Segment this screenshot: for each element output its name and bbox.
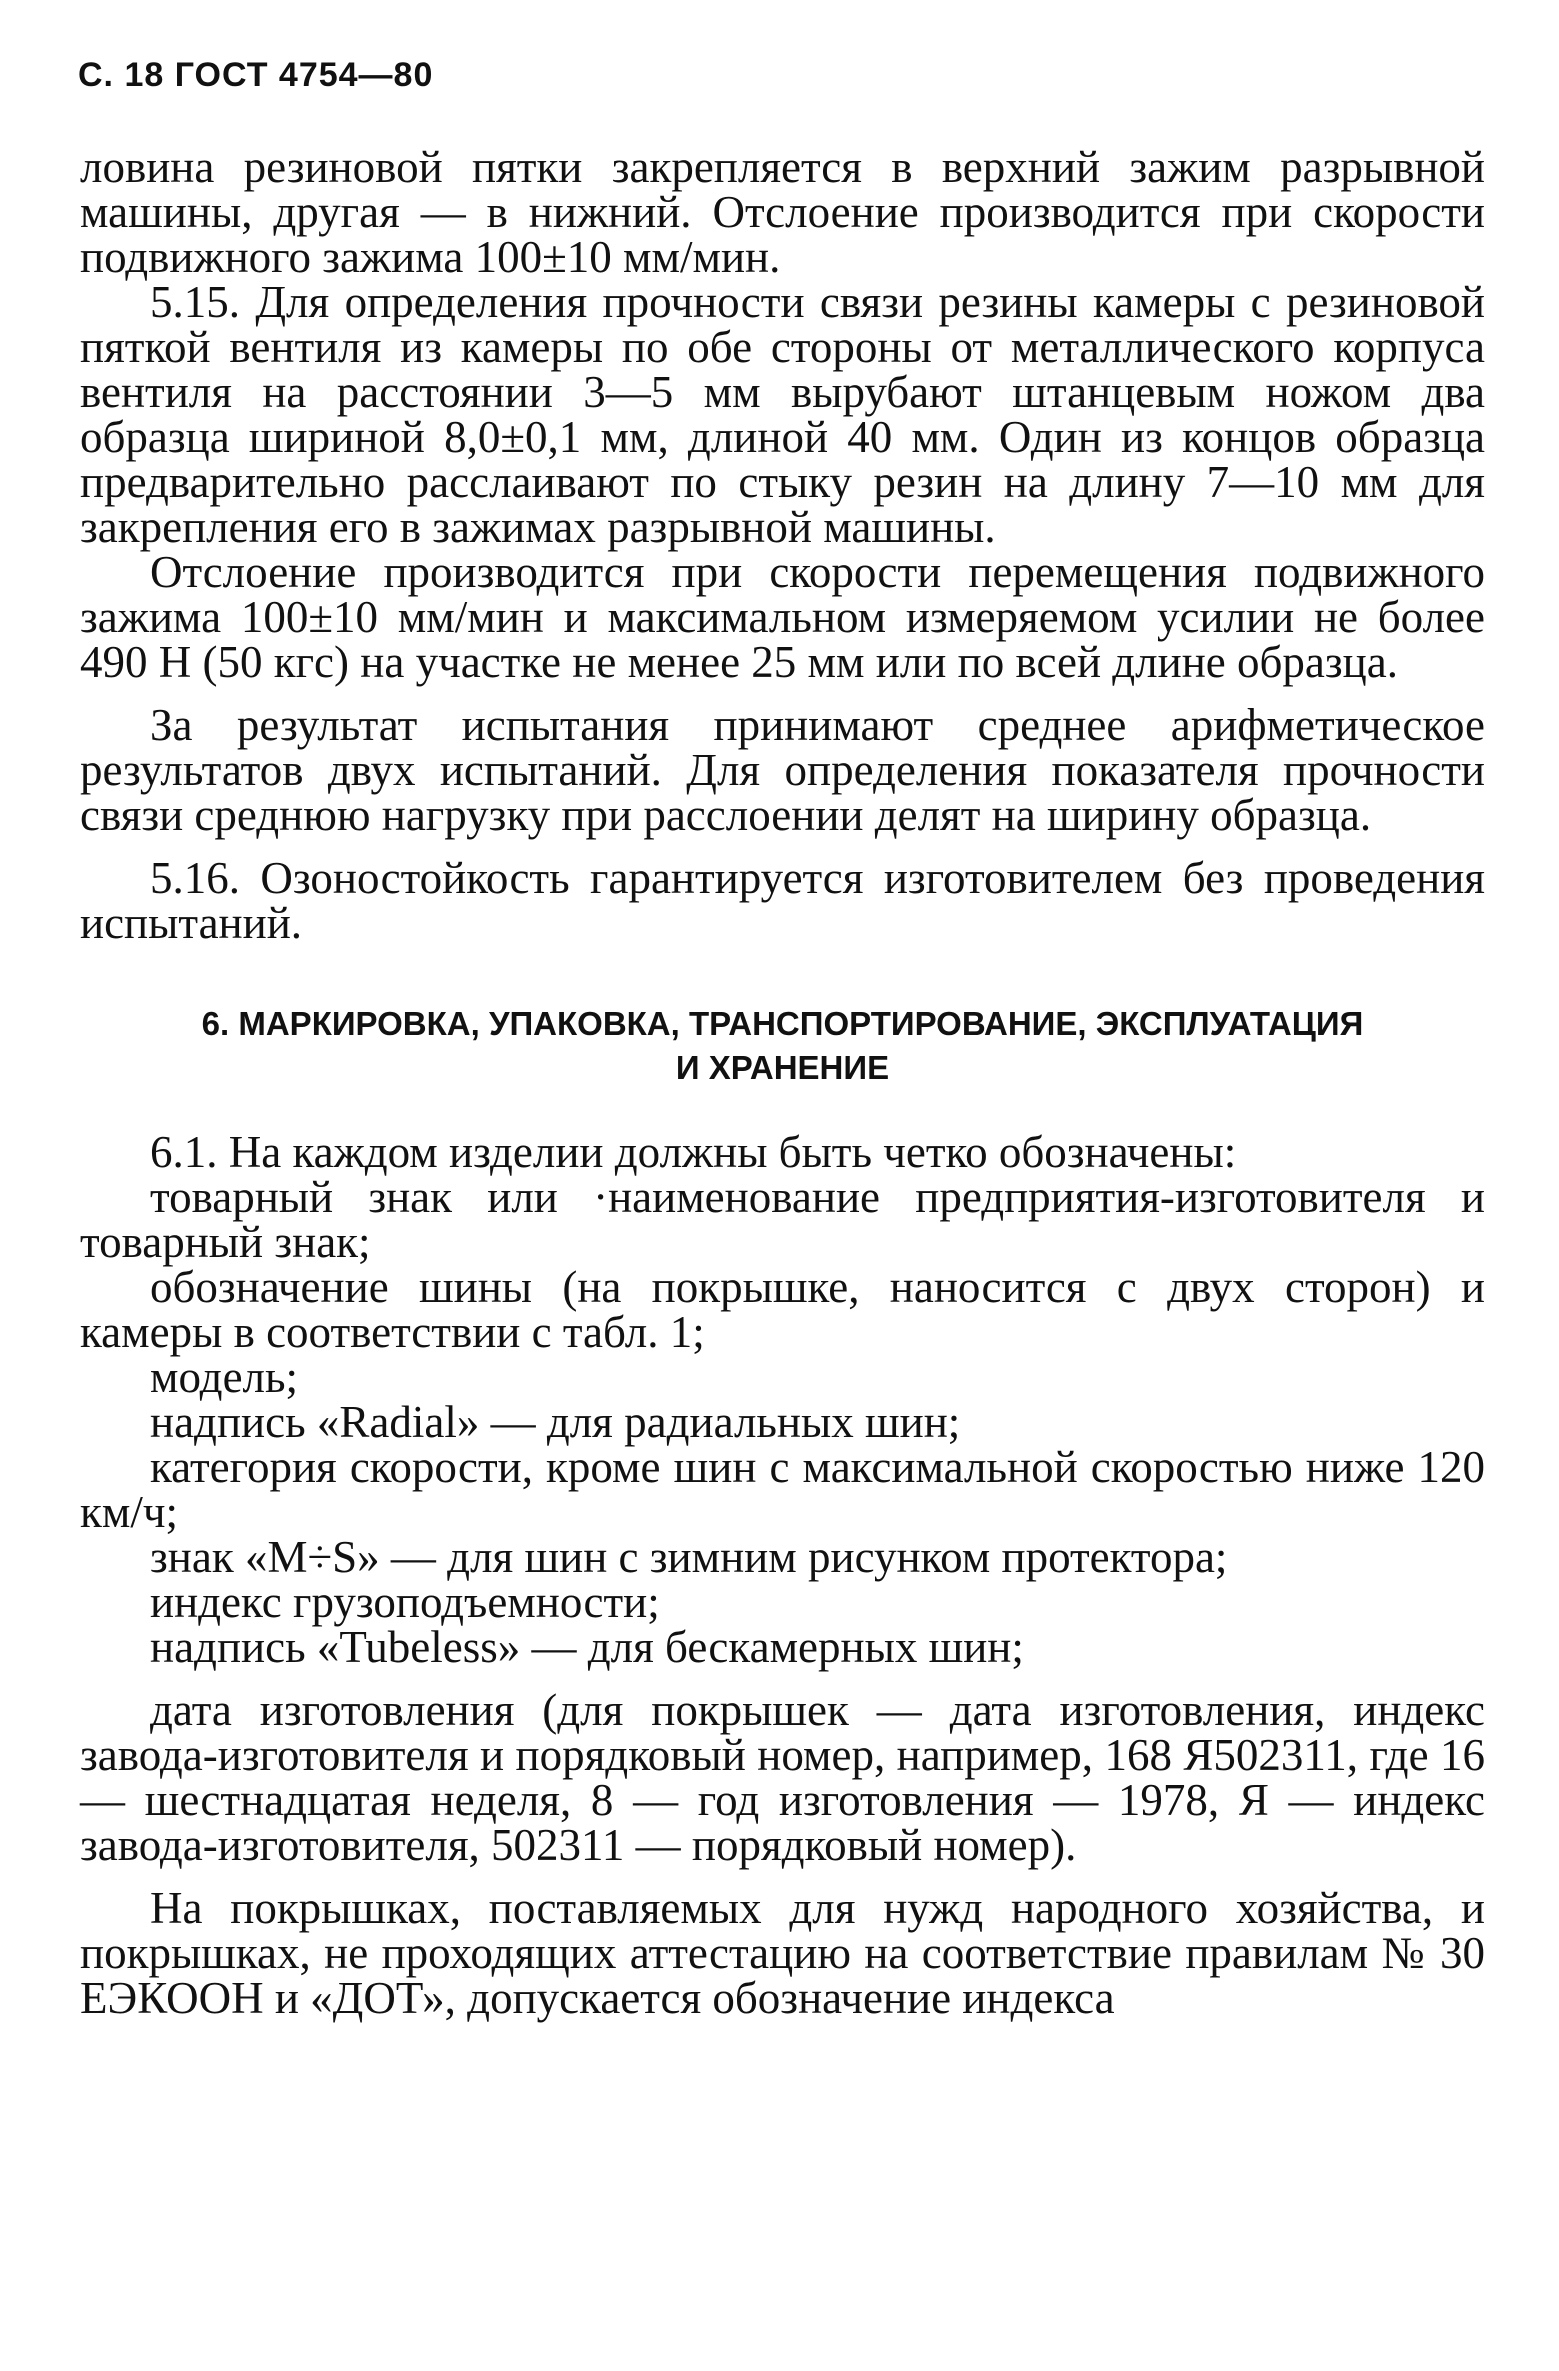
page-header: С. 18 ГОСТ 4754—80 [78, 56, 434, 94]
paragraph-continuation: ловина резиновой пятки закрепляется в верхний зажим разрывной машины, другая — в нижний. Отслоение производится при скорости подвижного зажима 100±10 мм/мин. [80, 142, 1485, 282]
marking-item: индекс грузоподъемности; [150, 1577, 660, 1627]
marking-item: обозначение шины (на покрышке, наносится с двух сторон) и камеры в соответствии с табл. 1; [80, 1262, 1485, 1357]
paragraph-peeling: Отслоение производится при скорости перемещения подвижного зажима 100±10 мм/мин и максимальном измеряемом усилии не более 490 Н (50 кгс) на участке не менее 25 мм или по всей длине образца. [80, 547, 1485, 687]
marking-item: товарный знак или ·наименование предприятия-изготовителя и товарный знак; [80, 1172, 1485, 1267]
paragraph-6-1: 6.1. На каждом изделии должны быть четко обозначены: [150, 1127, 1237, 1177]
section-heading-line-2: И ХРАНЕНИЕ [675, 1049, 890, 1086]
paragraph-5-15: 5.15. Для определения прочности связи резины камеры с резиновой пяткой вентиля из камеры по обе стороны от металлического корпуса вентиля на расстоянии 3—5 мм вырубают штанцевым ножом два образца шириной 8,0±0,1 мм, длиной 40 мм. Один из концов образца предварительно расслаивают по стыку резин на длину 7—10 мм для закрепления его в зажимах разрывной машины. [80, 277, 1485, 552]
marking-item: надпись «Tubeless» — для бескамерных шин; [150, 1622, 1024, 1672]
marking-item: знак «M÷S» — для шин с зимним рисунком протектора; [150, 1532, 1228, 1582]
marking-item: модель; [150, 1352, 299, 1402]
paragraph-result: За результат испытания принимают среднее арифметическое результатов двух испытаний. Для определения показателя прочности связи среднюю нагрузку при расслоении делят на ширину образца. [80, 700, 1485, 840]
section-heading [80, 1002, 1485, 1090]
paragraph-tyres-note: На покрышках, поставляемых для нужд народного хозяйства, и покрышках, не проходящих аттестацию на соответствие правилам № 30 ЕЭКООН и «ДОТ», допускается обозначение индекса [80, 1883, 1485, 2023]
paragraph-5-16: 5.16. Озоностойкость гарантируется изготовителем без проведения испытаний. [80, 853, 1485, 948]
section-heading-line-1: 6. МАРКИРОВКА, УПАКОВКА, ТРАНСПОРТИРОВАНИЕ, ЭКСПЛУАТАЦИЯ [201, 1005, 1364, 1042]
marking-item-date: дата изготовления (для покрышек — дата изготовления, индекс завода-изготовителя и порядковый номер, например, 168 Я502311, где 16 — шестнадцатая неделя, 8 — год изготовления — 1978, Я — индекс завода-изготовителя, 502311 — порядковый номер). [80, 1685, 1485, 1870]
document-body [80, 142, 1485, 2023]
marking-item: категория скорости, кроме шин с максимальной скоростью ниже 120 км/ч; [80, 1442, 1485, 1537]
marking-item: надпись «Radial» — для радиальных шин; [150, 1397, 961, 1447]
